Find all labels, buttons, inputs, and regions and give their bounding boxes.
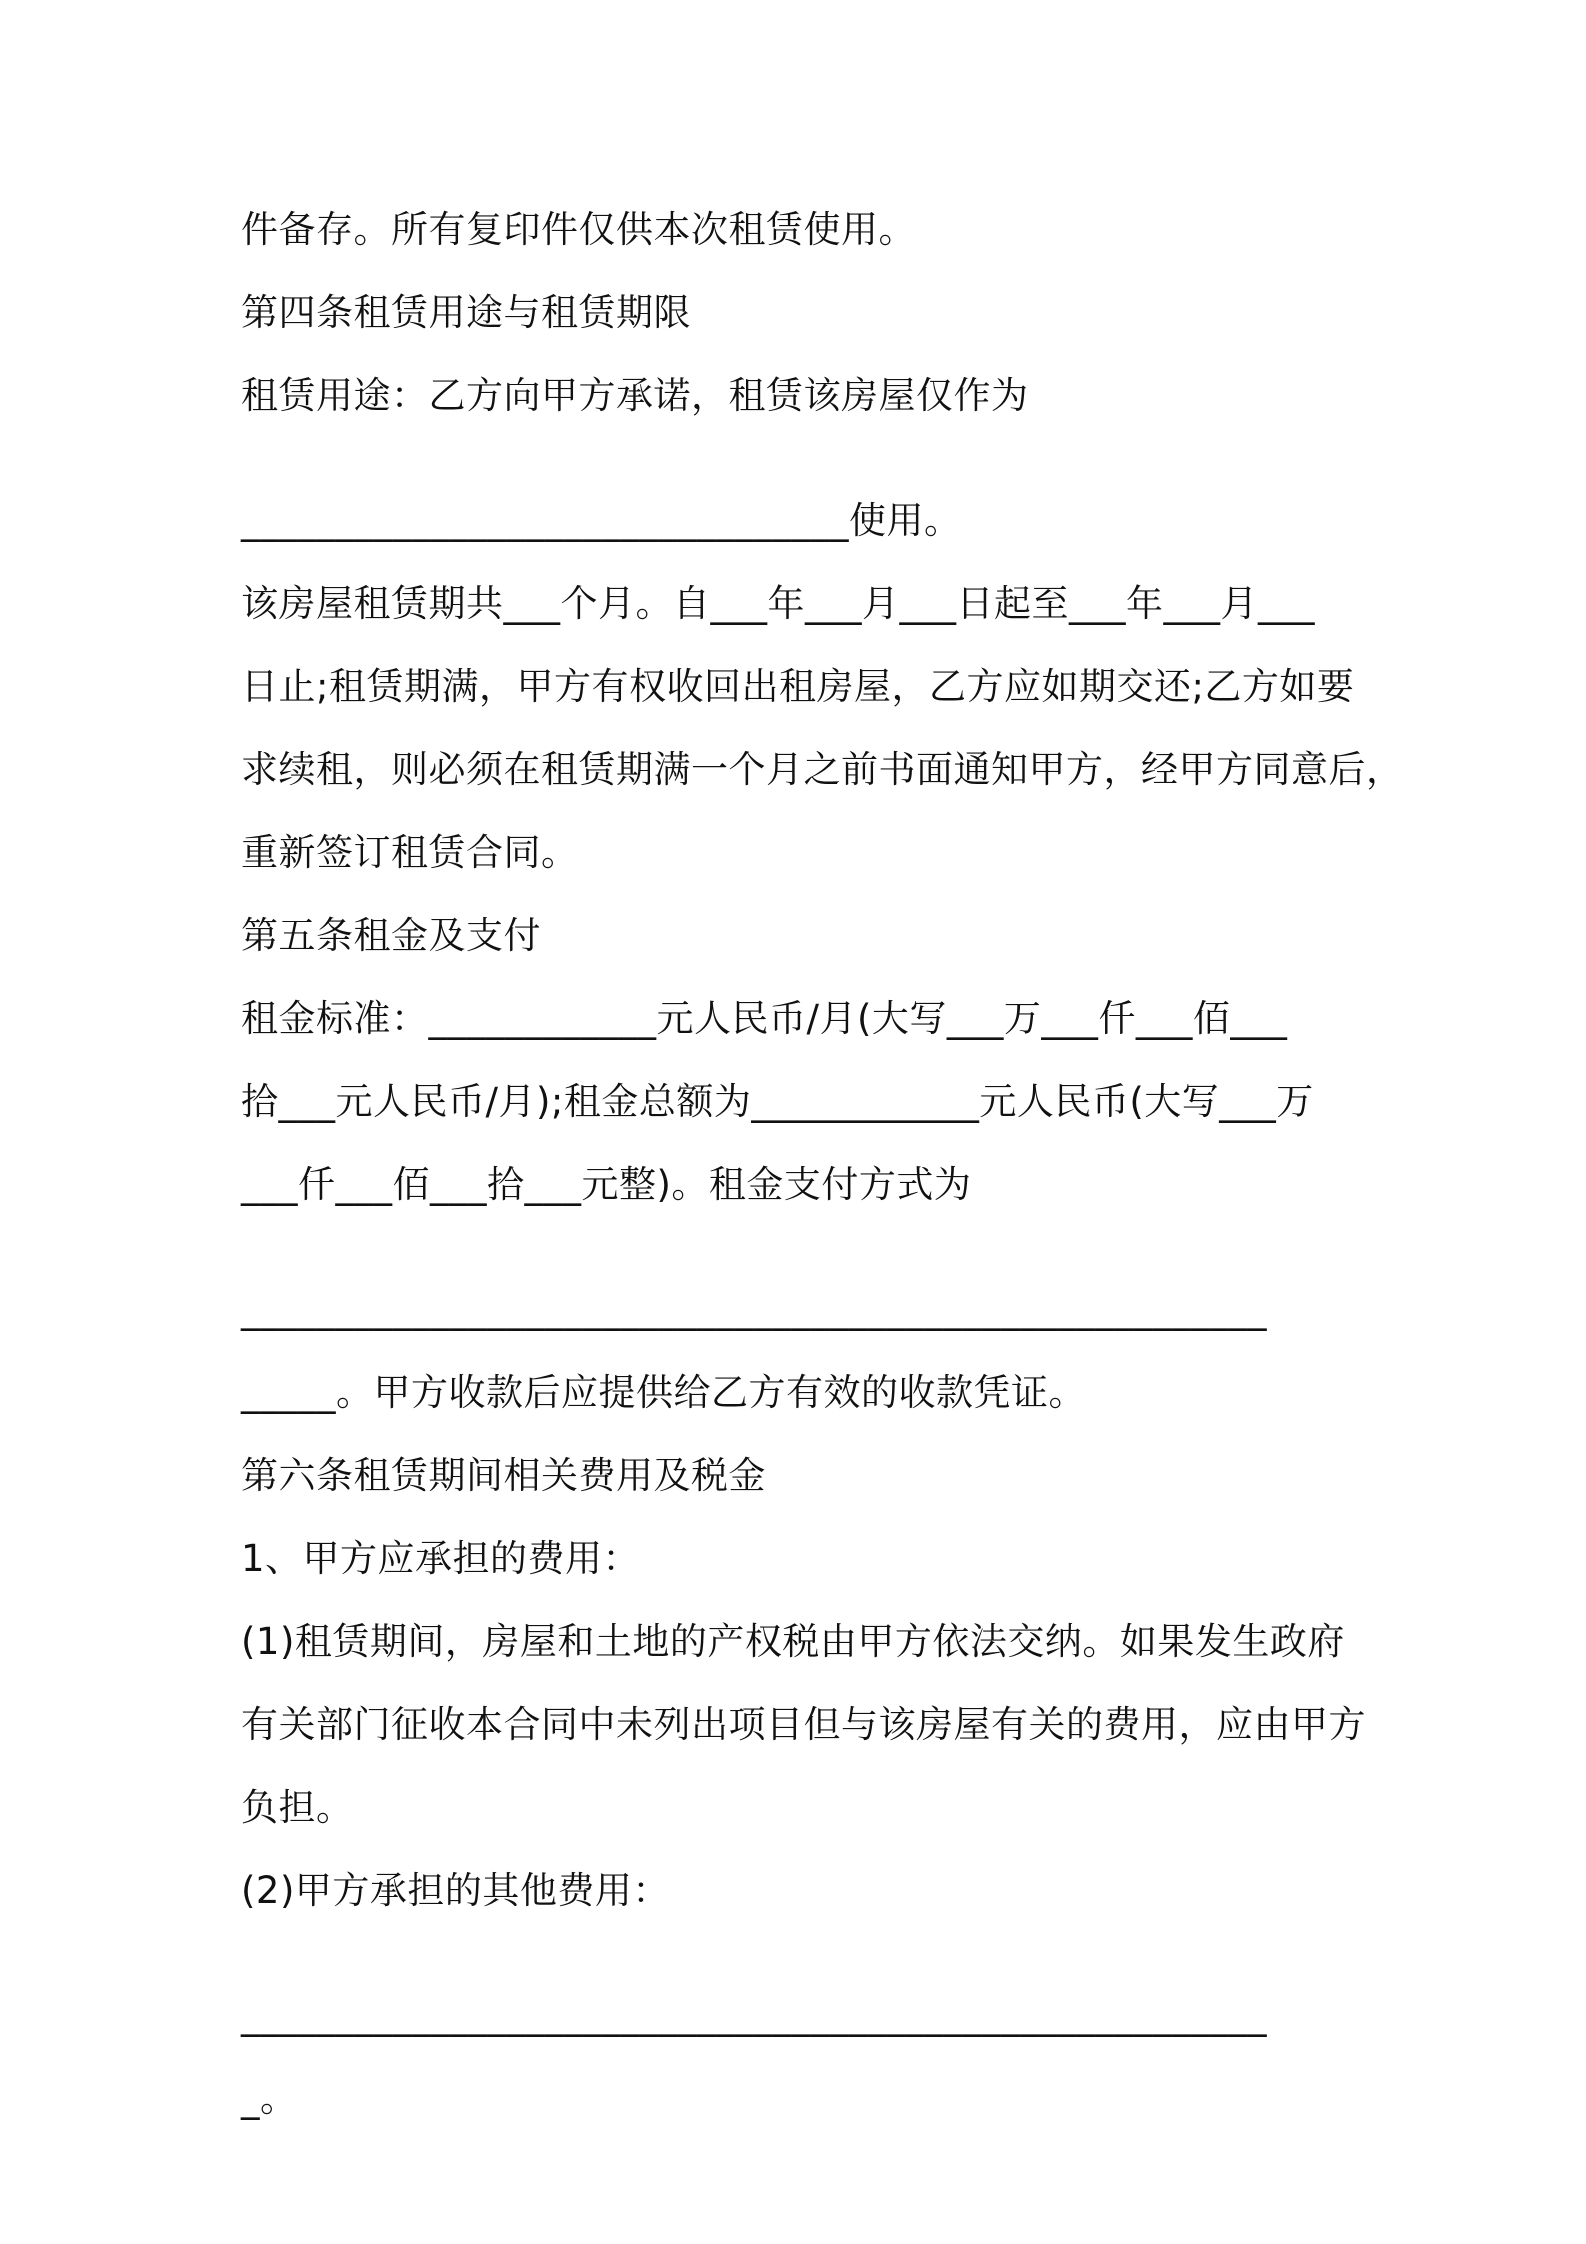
spacer (241, 1226, 1361, 1268)
paragraph-line: 有关部门征收本合同中未列出项目但与该房屋有关的费用，应由甲方 (241, 1703, 1366, 1746)
article-4-heading: 第四条租赁用途与租赁期限 (241, 291, 691, 334)
paragraph-line: _。 (241, 2077, 298, 2120)
paragraph-line: 求续租，则必须在租赁期满一个月之前书面通知甲方，经甲方同意后， (241, 748, 1404, 791)
blank-fill-line: ______________________________________________________ (241, 1994, 1267, 2037)
paragraph-line: 该房屋租赁期共___个月。自___年___月___日起至___年___月___ (241, 582, 1315, 625)
paragraph-line: 日止;租赁期满，甲方有权收回出租房屋，乙方应如期交还;乙方如要 (241, 665, 1355, 708)
paragraph-line: _____。甲方收款后应提供给乙方有效的收款凭证。 (241, 1371, 1086, 1414)
spacer (241, 1932, 1361, 1974)
article-5-heading: 第五条租金及支付 (241, 914, 541, 957)
paragraph-line: 件备存。所有复印件仅供本次租赁使用。 (241, 208, 916, 251)
paragraph-line: 租赁用途：乙方向甲方承诺，租赁该房屋仅作为 (241, 374, 1029, 417)
blank-fill-line: ______________________________________________________ (241, 1288, 1267, 1331)
paragraph-line: 重新签订租赁合同。 (241, 831, 579, 874)
paragraph-line: (2)甲方承担的其他费用： (241, 1869, 670, 1912)
spacer (241, 437, 1361, 479)
paragraph-line: 负担。 (241, 1786, 354, 1829)
paragraph-line: 1、甲方应承担的费用： (241, 1537, 641, 1580)
paragraph-line: (1)租赁期间，房屋和土地的产权税由甲方依法交纳。如果发生政府 (241, 1620, 1345, 1663)
blank-fill-line: ________________________________使用。 (241, 499, 962, 542)
article-6-heading: 第六条租赁期间相关费用及税金 (241, 1454, 766, 1497)
paragraph-line: 拾___元人民币/月);租金总额为____________元人民币(大写___万 (241, 1080, 1314, 1123)
document-body (241, 188, 1404, 2140)
paragraph-line: 租金标准：____________元人民币/月(大写___万___仟___佰___ (241, 997, 1288, 1040)
paragraph-line: ___仟___佰___拾___元整)。租金支付方式为 (241, 1163, 972, 1206)
